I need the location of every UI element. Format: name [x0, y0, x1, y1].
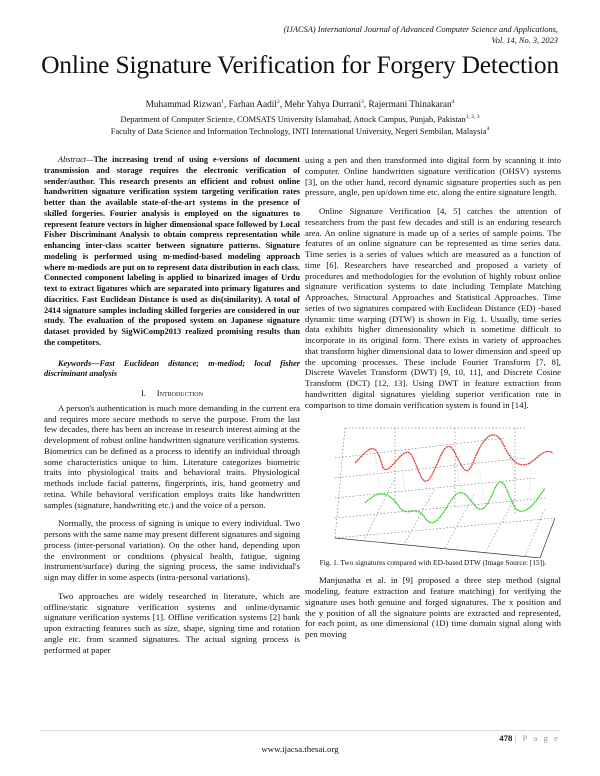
- abstract-label: Abstract—: [58, 155, 94, 164]
- footer-url[interactable]: www.ijacsa.thesai.org: [261, 744, 339, 754]
- page-number: [499, 733, 560, 743]
- paper-title: Online Signature Verification for Forgery Detection: [41, 50, 559, 79]
- keywords-label: Keywords—: [58, 358, 100, 368]
- affiliation: [0, 114, 600, 124]
- journal-volume: Vol. 14, No. 3, 2023: [491, 35, 558, 45]
- author-list: Muhammad Rizwan$^1$, Farhan Aadil$^2$, Mehr Yahya Durrani$^3$, Rajermani Thinakaran$^4$: [145, 99, 455, 111]
- section-number: I.: [141, 388, 147, 398]
- dtw-warping-lines: [375, 448, 530, 503]
- right-column: [305, 155, 561, 648]
- abstract-text: The increasing trend of using e-versions of document transmission and storage requires the electronic verification of sender/author. This research presents an efficient and robust online handwritten signature verification system targeting verification rates better than the available state-of-the-art systems in the presence of skilled forgeries. Fourier analysis is employed on the signatures to represent feature vectors in higher dimensional space followed by Local Fisher Discriminant Analysis to obtain compress representation while enhancing inter-class scatter between signature patterns. Signature modeling is performed using m-mediod-based modeling approach where m-mediods are put on to represent data distribution in each class. Connected component labeling is applied to binarized images of Urdu text to extract ligatures which are separated into primary ligatures and diacritics. Fast Euclidean Distance is used as dis(similarity). A total of 2414 signature samples including skilled forgeries are considered in our study. The evaluation of the proposed system on Japanese signature dataset provided by SigWiComp2013 realized promising results than the competitors.: [44, 155, 300, 347]
- affiliation-text: Department of Computer Science, COMSATS University Islamabad, Attock Campus, Punjab, Pakistan: [120, 114, 466, 124]
- paragraph: Two approaches are widely researched in literature, which are offline/static signature verification systems and online/dynamic signature verification systems [1]. Offline verification systems [2] bank upon extracting features such as size, shape, signing time and rotation angle etc. from scanned signatures. The actual signing process is performed at paper: [44, 590, 300, 655]
- page-number-value: 478: [499, 733, 513, 743]
- author-sup: 1: [221, 99, 224, 105]
- author: Farhan Aadil: [228, 100, 277, 111]
- author-sup: 3: [361, 99, 364, 105]
- journal-name: (IJACSA) International Journal of Advanced Computer Science and Applications,: [283, 25, 558, 34]
- footer-divider: [40, 730, 560, 731]
- running-header: [284, 25, 558, 46]
- plot-grid: [335, 428, 555, 556]
- figure-caption: Fig. 1. Two signatures compared with ED-based DTW (Image Source: [15]).: [319, 558, 547, 568]
- figure-dtw-plot: [305, 418, 561, 558]
- affiliation-sup: 4: [486, 126, 490, 132]
- paragraph: Manjunatha et al. in [9] proposed a three step method (signal modeling, feature extraction and feature matching) for verifying the signature uses both genuine and forged signatures. The x position and the y position of all the signature points are extracted and represented, for each point, as one dimensional (1D) time domain signal along with pen moving: [305, 575, 561, 639]
- keywords: [44, 359, 300, 381]
- left-column: [44, 155, 300, 663]
- paragraph: Online Signature Verification [4, 5] catches the attention of researchers from the past few decades and still is an enduring research area. An online signature is made up of a series of sample points. The features of an online signature can be represented as time series data. Time series is a series of values which are measured as a function of time [6]. Researchers have researched and proposed a variety of procedures and methodologies for the evolution of highly robust online signature verification systems to date including Template Matching Approaches, Structural Approaches and Statistical Approaches. Time series of two signatures compared with Euclidean Distance (ED) -based dynamic time warping (DTW) is shown in Fig. 1. Usually, time series data exhibits higher dimensionality which is sometime difficult to incorporate in its original form. There exists in variety of approaches that transform higher dimensional data to lower dimension and speed up the upcoming processes. These include Fourier Transform [7, 8], Discrete Wavelet Transform (DWT) [9, 10, 11], and Discrete Cosine Transform (DCT) [12, 13]. Using DWT in feature extraction from handwritten digital signatures yielding superior verification rate in comparison to time domain verification system is found in [14].: [305, 206, 561, 410]
- author: Mehr Yahya Durrani: [284, 100, 362, 111]
- plot-axes: [335, 518, 555, 558]
- keywords-text: Fast Euclidean distance; m-mediod; local fisher discriminant analysis: [44, 358, 300, 379]
- affiliation-text: Faculty of Data Science and Information Technology, INTI International University, Negeri Sembilan, Malaysia: [110, 126, 487, 136]
- author-sup: 4: [451, 99, 455, 105]
- author-sup: 2: [276, 99, 280, 105]
- paragraph: A person's authentication is much more demanding in the current era and requires more secure methods to serve the purpose. From the last few decades, there has been an increase in research interest aiming at the development of robust online handwritten signature verification systems. Biometrics can be defined as a process to identify an individual through some characteristics unique to him. Literature categorizes biometric traits into physiological traits and behavioral traits. Physiological methods include facial patterns, fingerprints, iris, hand geometry and retina. While behavioral verification employs traits like handwritten samples (signature, handwriting etc.) and the voice of a person.: [44, 402, 300, 510]
- affiliation: [0, 126, 600, 136]
- author: Muhammad Rizwan: [145, 100, 222, 111]
- page-label: | P a g e: [514, 733, 560, 743]
- abstract: [44, 155, 300, 349]
- affiliation-sup: 1, 2, 3: [465, 114, 480, 120]
- section-heading: [44, 388, 300, 399]
- paragraph: Normally, the process of signing is unique to every individual. Two persons with the same name may present different signatures and signing process (inter-personal variation). On the other hand, depending upon the environment or conditions (physical health, fatigue, signing instrument/surface) during the signing process, the same individual's sign may differ in some aspects (intra-personal variations).: [44, 518, 300, 582]
- section-title: Introduction: [156, 388, 203, 398]
- paragraph: using a pen and then transformed into digital form by scanning it into computer. Online handwritten signature verification (OHSV) systems [3], on the other hand, record dynamic signature properties such as pen pressure, angle, pen up/down time etc. along the entire signature length.: [305, 155, 561, 198]
- author: Rajermani Thinakaran: [368, 100, 452, 111]
